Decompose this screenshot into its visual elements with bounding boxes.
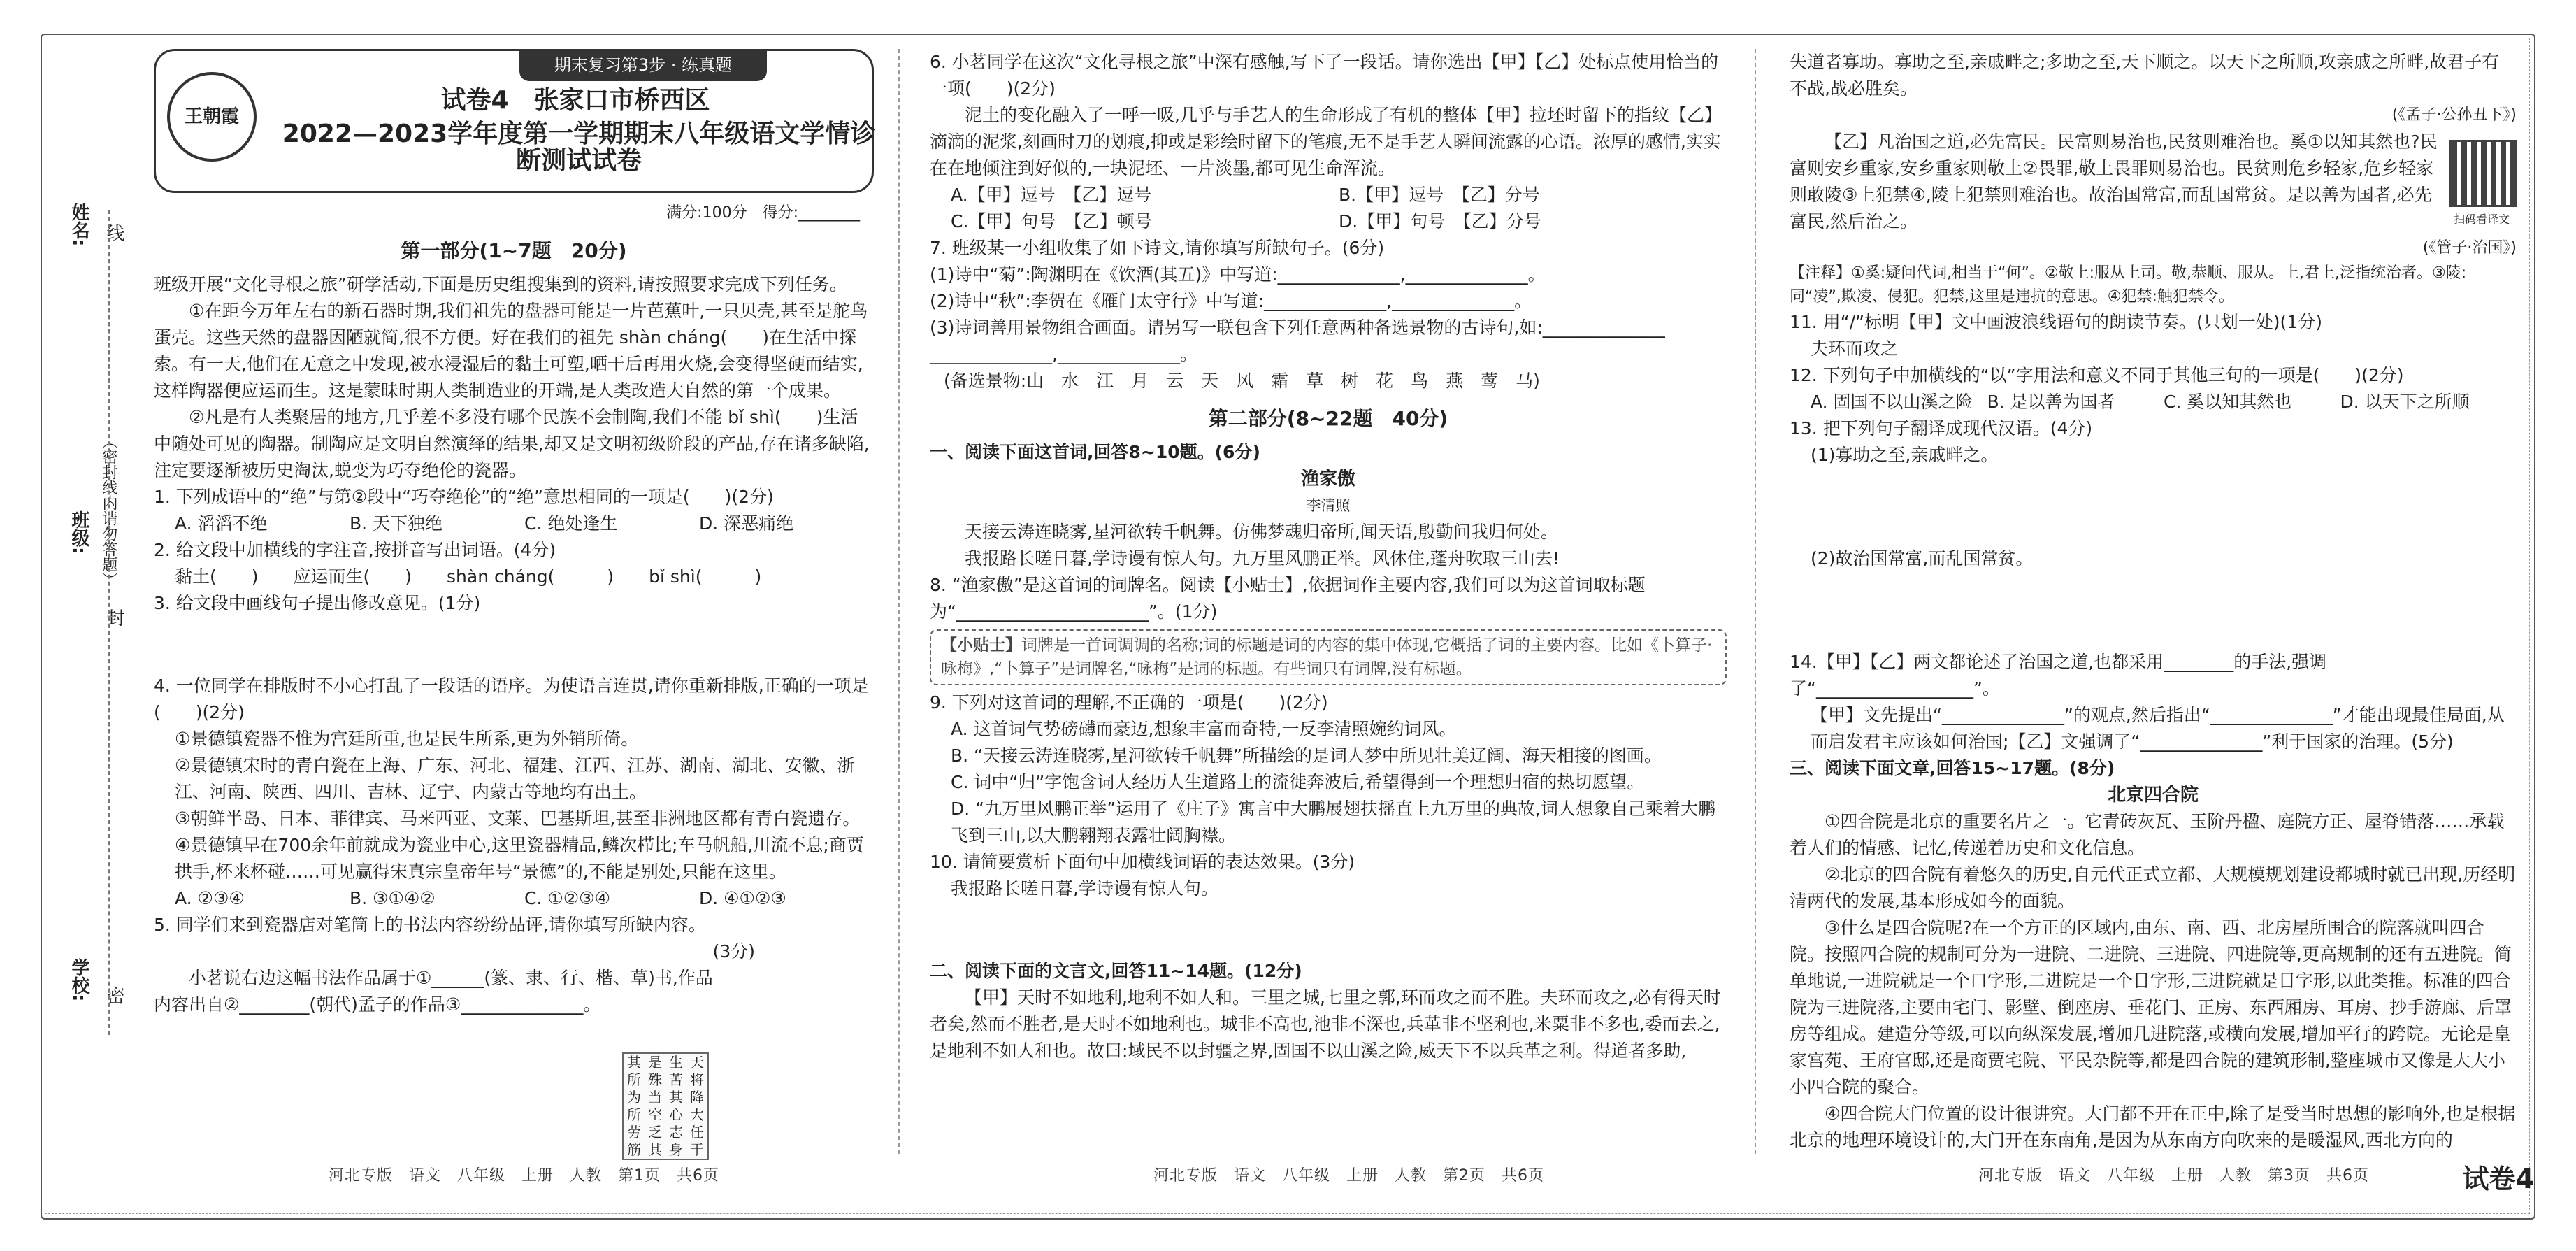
question-13-1: (1)寡助之至,亲戚畔之。 — [1811, 445, 1999, 465]
column-divider — [1755, 49, 1756, 1154]
intro-text: 班级开展“文化寻根之旅”研学活动,下面是历史组搜集到的资料,请按照要求完成下列任务。 — [154, 274, 847, 294]
classical-text-jia-cont: 失道者寡助。寡助之至,亲戚畔之;多助之至,天下顺之。以天下之所顺,攻亲戚之所畔,故君子有不战,战必胜矣。 — [1790, 52, 2500, 99]
footer-page-3: 河北专版 语文 八年级 上册 人教 第3页 共6页 — [1978, 1167, 2369, 1185]
question-7-scenery-options: (备选景物:山 水 江 月 云 天 风 霜 草 树 花 鸟 燕 莺 马) — [944, 371, 1540, 391]
question-4-sentence-2: ②景德镇宋时的青白瓷在上海、广东、河北、福建、江西、江苏、湖南、湖北、安徽、浙江、河南、陕西、四川、吉林、辽宁、内蒙古等地均有出土。 — [175, 755, 855, 802]
calligraphy-char: 身 — [669, 1141, 683, 1158]
calligraphy-char: 苦 — [669, 1071, 683, 1088]
question-5-line-2[interactable]: 内容出自②________(朝代)孟子的作品③______________。 — [154, 994, 601, 1015]
footer-page-1: 河北专版 语文 八年级 上册 人教 第1页 共6页 — [329, 1167, 719, 1185]
section-1-heading: 一、阅读下面这首词,回答8~10题。(6分) — [930, 442, 1260, 462]
option-b[interactable]: B. 天下独绝 — [350, 513, 443, 534]
option-a[interactable]: A. ②③④ — [175, 888, 245, 908]
tip-box — [930, 629, 1727, 685]
question-9: 9. 下列对这首词的理解,不正确的一项是( )(2分) — [930, 692, 1328, 713]
tip-text: 词牌是一首词调调的名称;词的标题是词的内容的集中体现,它概括了词的主要内容。比如《卜算子·咏梅》,“卜算子”是词牌名,“咏梅”是词的标题。有些词只有词牌,没有标题。 — [941, 636, 1713, 678]
calligraphy-char: 是 — [648, 1054, 662, 1071]
calligraphy-char: 空 — [648, 1106, 662, 1123]
question-14-cont[interactable]: 【甲】文先提出“______________”的观点,然后指出“______________”才能出现最佳局面,从而启发君主应该如何治国;【乙】文强调了“______________”利于国家的治理。(5分) — [1811, 705, 2505, 752]
page-1-column — [154, 49, 874, 1140]
annotations: 【注释】①奚:疑问代词,相当于“何”。②敬上:服从上司。敬,恭顺、服从。上,君上,泛指统治者。③陵:同“凌”,欺凌、侵犯。犯禁,这里是违抗的意思。④犯禁:触犯禁令。 — [1790, 264, 2467, 306]
article-para-1: ①四合院是北京的重要名片之一。它青砖灰瓦、玉阶丹楹、庭院方正、屋脊错落……承载着人们的情感、记忆,传递着历史和文化信息。 — [1790, 811, 2505, 858]
question-1-options — [154, 510, 874, 537]
calligraphy-char: 志 — [669, 1124, 683, 1141]
option-c[interactable]: C. ①②③④ — [524, 888, 610, 908]
answer-space[interactable] — [1790, 572, 2517, 649]
question-4-sentence-4: ④景德镇早在700余年前就成为瓷业中心,这里瓷器精品,鳞次栉比;车马帆船,川流不息;商贾拱手,杯来杯碰……可见赢得宋真宗皇帝年号“景德”的,不能是别处,只能在这里。 — [175, 835, 864, 882]
poem-line-2: 我报路长嗟日暮,学诗谩有惊人句。九万里风鹏正举。风休住,蓬舟吹取三山去! — [965, 548, 1560, 569]
question-12-options — [1790, 389, 2517, 415]
question-11: 11. 用“/”标明【甲】文中画波浪线语句的朗读节奏。(只划一处)(1分) — [1790, 312, 2322, 332]
question-10: 10. 请简要赏析下面句中加横线词语的表达效果。(3分) — [930, 852, 1355, 872]
calligraphy-char: 乏 — [648, 1124, 662, 1141]
seal-mi-mark: 密 — [103, 986, 124, 1004]
source-guanzi: (《管子·治国》) — [2422, 239, 2517, 257]
question-9-option-a[interactable]: A. 这首词气势磅礴而豪迈,想象丰富而奇特,一反李清照婉约词风。 — [951, 719, 1457, 739]
binding-strip — [66, 203, 136, 1042]
option-c[interactable]: C. 绝处逢生 — [524, 513, 618, 534]
passage-para-2: ②凡是有人类聚居的地方,几乎差不多没有哪个民族不会制陶,我们不能 bǐ shì( )生活中随处可见的陶器。制陶应是文明自然演绎的结果,却又是文明初级阶段的产品,存在诸多缺陷,注定要逐渐被历史淘汰,蜕变为巧夺绝伦的瓷器。 — [154, 407, 870, 480]
page-2-column — [930, 49, 1727, 1140]
calligraphy-char: 将 — [690, 1071, 704, 1088]
calligraphy-char: 任 — [690, 1124, 704, 1141]
question-13: 13. 把下列句子翻译成现代汉语。(4分) — [1790, 418, 2093, 438]
classical-text-jia: 【甲】天时不如地利,地利不如人和。三里之城,七里之郭,环而攻之而不胜。夫环而攻之,必有得天时者矣,然而不胜者,是天时不如地利也。城非不高也,池非不深也,兵革非不坚利也,米粟非不多也,委而去之,是地利不如人和也。故曰:域民不以封疆之界,固国不以山溪之险,威天下不以兵革之利。得道者多助, — [930, 987, 1721, 1061]
question-4-sentence-1: ①景德镇瓷器不惟为宫廷所重,也是民生所系,更为外销所倚。 — [175, 729, 639, 749]
question-12: 12. 下列句子中加横线的“以”字用法和意义不同于其他三句的一项是( )(2分) — [1790, 365, 2404, 385]
question-8[interactable]: 8. “渔家傲”是这首词的词牌名。阅读【小贴士】,依据词作主要内容,我们可以为这首词取标题为“______________________”。(1分) — [930, 575, 1646, 622]
question-10-line: 我报路长嗟日暮,学诗谩有惊人句。 — [951, 878, 1218, 899]
answer-space[interactable] — [154, 617, 874, 673]
calligraphy-char: 心 — [669, 1106, 683, 1123]
calligraphy-char: 当 — [648, 1089, 662, 1106]
calligraphy-artwork — [622, 1052, 709, 1160]
tip-label: 【小贴士】 — [941, 636, 1021, 655]
article-para-3: ③什么是四合院呢?在一个方正的区域内,由东、南、西、北房屋所围合的院落就叫四合院。按照四合院的规制可分为一进院、二进院、三进院、四进院等,更高规制的还有五进院。简单地说,一进院就是一个口字形,二进院是一个日字形,三进院就是目字形,以此类推。标准的四合院为三进院落,主要由宅门、影壁、倒座房、垂花门、正房、东西厢房、耳房、抄手游廊、后罩房等组成。建造分等级,可以向纵深发展,增加几进院落,或横向发展,增加平行的跨院。无论是皇家宫苑、王府官邸,还是商贾宅院、平民杂院等,都是四合院的建筑形制,整座城市又像是大大小小四合院的聚合。 — [1790, 917, 2512, 1097]
passage-para-1: ①在距今万年左右的新石器时期,我们祖先的盘器可能是一片芭蕉叶,一只贝壳,甚至是舵鸟蛋壳。这些天然的盘器因陋就简,很不方便。好在我们的祖先 shàn cháng( )在生活中探索。有一天,他们在无意之中发现,被水浸湿后的黏土可塑,晒干后再用火烧,会变得坚硬而结实,这样陶器便应运而生。这是蒙昧时期人类制造业的开端,是人类改造大自然的第一个成果。 — [154, 301, 868, 401]
question-4-options — [154, 885, 874, 912]
article-para-4: ④四合院大门位置的设计很讲究。大门都不开在正中,除了是受当时思想的影响外,也是根据北京的地理环境设计的,大门开在东南角,是因为从东南方向吹来的是暖湿风,西北方向的 — [1790, 1103, 2516, 1150]
part2-heading: 第二部分(8~22题 40分) — [1208, 407, 1448, 430]
option-b[interactable]: B.【甲】逗号 【乙】分号 — [1339, 185, 1540, 205]
section-2-heading: 二、阅读下面的文言文,回答11~14题。(12分) — [930, 961, 1302, 981]
calligraphy-char: 其 — [669, 1089, 683, 1106]
question-14[interactable]: 14.【甲】【乙】两文都论述了治国之道,也都采用________的手法,强调了“__________________”。 — [1790, 652, 2327, 699]
question-5-line-1[interactable]: 小茗说右边这幅书法作品属于①______(篆、隶、行、楷、草)书,作品 — [189, 968, 713, 988]
question-4: 4. 一位同学在排版时不小心打乱了一段话的语序。为使语言连贯,请你重新排版,正确的一项是( )(2分) — [154, 675, 869, 722]
question-5: 5. 同学们来到瓷器店对笔筒上的书法内容纷纷品评,请你填写所缺内容。 — [154, 915, 706, 935]
poem-title: 渔家傲 — [1300, 469, 1355, 489]
question-3: 3. 给文段中画线句子提出修改意见。(1分) — [154, 593, 481, 613]
calligraphy-char: 所 — [627, 1106, 641, 1123]
question-9-option-c[interactable]: C. 词中“归”字饱含词人经历人生道路上的流徙奔波后,希望得到一个理想归宿的热切愿望。 — [951, 772, 1645, 792]
poem-line-1: 天接云涛连晓雾,星河欲转千帆舞。仿佛梦魂归帝所,闻天语,殷勤问我归何处。 — [965, 522, 1558, 542]
calligraphy-char: 其 — [648, 1141, 662, 1158]
column-divider — [898, 49, 900, 1154]
exam-number-corner: 试卷4 — [2462, 1164, 2534, 1194]
article-para-2: ②北京的四合院有着悠久的历史,自元代正式立都、大规模规划建设都城时就已出现,历经明清两代的发展,基本形成如今的面貌。 — [1790, 864, 2516, 911]
poem-author: 李清照 — [1306, 497, 1351, 514]
option-d[interactable]: D. ④①②③ — [699, 888, 786, 908]
option-a[interactable]: A. 固国不以山溪之险 — [1811, 392, 1973, 412]
score-line: 满分:100分 得分:________ — [666, 204, 860, 222]
binding-warning: （密封线内请勿答题） — [100, 434, 117, 587]
question-6-options-row-1 — [930, 182, 1727, 208]
calligraphy-char: 殊 — [648, 1071, 662, 1088]
header-strip: 期末复习第3步 · 练真题 — [519, 49, 767, 81]
publisher-logo: 王朝霞 — [167, 72, 257, 162]
option-b[interactable]: B. 是以善为国者 — [1987, 392, 2115, 412]
question-13-2: (2)故治国常富,而乱国常贫。 — [1811, 548, 2034, 569]
question-7-3-blank[interactable]: ______________,______________。 — [930, 344, 1197, 364]
classical-text-yi: 【乙】凡治国之道,必先富民。民富则易治也,民贫则难治也。奚①以知其然也?民富则安乡重家,安乡重家则敬上②畏罪,敬上畏罪则易治也。民贫则危乡轻家,危乡轻家则敢陵③上犯禁④,陵上犯禁则难治也。故治国常富,而乱国常贫。是以善为国者,必先富民,然后治之。 — [1790, 131, 2438, 231]
option-c[interactable]: C.【甲】句号 【乙】顿号 — [951, 211, 1152, 231]
option-b[interactable]: B. ③①④② — [350, 888, 436, 908]
calligraphy-char: 于 — [690, 1141, 704, 1158]
part1-heading: 第一部分(1~7题 20分) — [401, 239, 627, 262]
option-c[interactable]: C. 奚以知其然也 — [2164, 392, 2292, 412]
seal-line-mark: 线 — [103, 224, 124, 242]
calligraphy-char: 天 — [690, 1054, 704, 1071]
exam-header — [154, 49, 874, 193]
qr-code-label: 扫码看译文 — [2453, 213, 2510, 226]
binding-dashed-line — [108, 210, 110, 1035]
calligraphy-char: 降 — [690, 1089, 704, 1106]
calligraphy-char: 生 — [669, 1054, 683, 1071]
calligraphy-char: 劳 — [627, 1124, 641, 1141]
section-3-heading: 三、阅读下面文章,回答15~17题。(8分) — [1790, 758, 2115, 778]
name-label: 姓名: — [69, 203, 89, 247]
question-7: 7. 班级某一小组收集了如下诗文,请你填写所缺句子。(6分) — [930, 238, 1385, 258]
option-a[interactable]: A. 滔滔不绝 — [175, 513, 268, 534]
question-5-score: (3分) — [712, 941, 755, 962]
question-7-2[interactable]: (2)诗中“秋”:李贺在《雁门太守行》中写道:______________,______________。 — [930, 291, 1532, 311]
page-3-column — [1790, 49, 2517, 1150]
class-label: 班级: — [69, 510, 89, 555]
school-label: 学校: — [69, 958, 89, 1002]
question-2-blanks[interactable]: 黏土( ) 应运而生( ) shàn cháng( ) bǐ shì( ) — [175, 566, 762, 587]
calligraphy-char: 大 — [690, 1106, 704, 1123]
calligraphy-char: 为 — [627, 1089, 641, 1106]
question-6: 6. 小茗同学在这次“文化寻根之旅”中深有感触,写下了一段话。请你选出【甲】【乙】处标点使用恰当的一项( )(2分) — [930, 52, 1719, 99]
footer-page-2: 河北专版 语文 八年级 上册 人教 第2页 共6页 — [1153, 1167, 1544, 1185]
question-6-options-row-2 — [930, 208, 1727, 235]
article-title: 北京四合院 — [2107, 785, 2199, 806]
option-d[interactable]: D. 以天下之所顺 — [2340, 392, 2470, 412]
calligraphy-char: 所 — [627, 1071, 641, 1088]
question-11-line[interactable]: 夫环而攻之 — [1811, 338, 1899, 359]
question-4-sentence-3: ③朝鲜半岛、日本、菲律宾、马来西亚、文莱、巴基斯坦,甚至非洲地区都有青白瓷遗存。 — [175, 808, 861, 829]
exam-title: 试卷4 张家口市桥西区 — [440, 86, 710, 115]
question-7-1[interactable]: (1)诗中“菊”:陶渊明在《饮酒(其五)》中写道:______________,______________。 — [930, 264, 1546, 285]
answer-space[interactable] — [930, 902, 1727, 958]
qr-code-icon[interactable] — [2449, 140, 2517, 207]
calligraphy-char: 其 — [627, 1054, 641, 1071]
answer-space[interactable] — [1790, 469, 2517, 545]
question-2: 2. 给文段中加横线的字注音,按拼音写出词语。(4分) — [154, 540, 556, 560]
seal-feng-mark: 封 — [103, 608, 124, 627]
question-1: 1. 下列成语中的“绝”与第②段中“巧夺绝伦”的“绝”意思相同的一项是( )(2分) — [154, 487, 774, 507]
question-6-passage: 泥土的变化融入了一呼一吸,几乎与手艺人的生命形成了有机的整体【甲】拉坯时留下的指纹【乙】滴滴的泥浆,刻画时刀的划痕,抑或是彩绘时留下的笔痕,无不是手艺人瞬间流露的心语。浓厚的感情,实实在在地倾注到好似的,一块泥坯、一片淡墨,都可见生命浑流。 — [930, 105, 1722, 178]
calligraphy-char: 筋 — [627, 1141, 641, 1158]
question-9-option-d[interactable]: D. “九万里风鹏正举”运用了《庄子》寓言中大鹏展翅扶摇直上九万里的典故,词人想象自己乘着大鹏飞到三山,以大鹏翱翔表露壮阔胸襟。 — [951, 799, 1715, 845]
source-mencius: (《孟子·公孙丑下》) — [2391, 106, 2517, 124]
option-a[interactable]: A.【甲】逗号 【乙】逗号 — [951, 185, 1152, 205]
exam-subtitle: 2022—2023学年度第一学期期末八年级语文学情诊断测试试卷 — [282, 120, 876, 175]
option-d[interactable]: D. 深恶痛绝 — [699, 513, 794, 534]
question-7-3[interactable]: (3)诗词善用景物组合画面。请另写一联包含下列任意两种备选景物的古诗句,如:______________ — [930, 317, 1665, 338]
question-9-option-b[interactable]: B. “天接云涛连晓雾,星河欲转千帆舞”所描绘的是词人梦中所见壮美辽阔、海天相接的图画。 — [951, 745, 1662, 766]
option-d[interactable]: D.【甲】句号 【乙】分号 — [1339, 211, 1541, 231]
